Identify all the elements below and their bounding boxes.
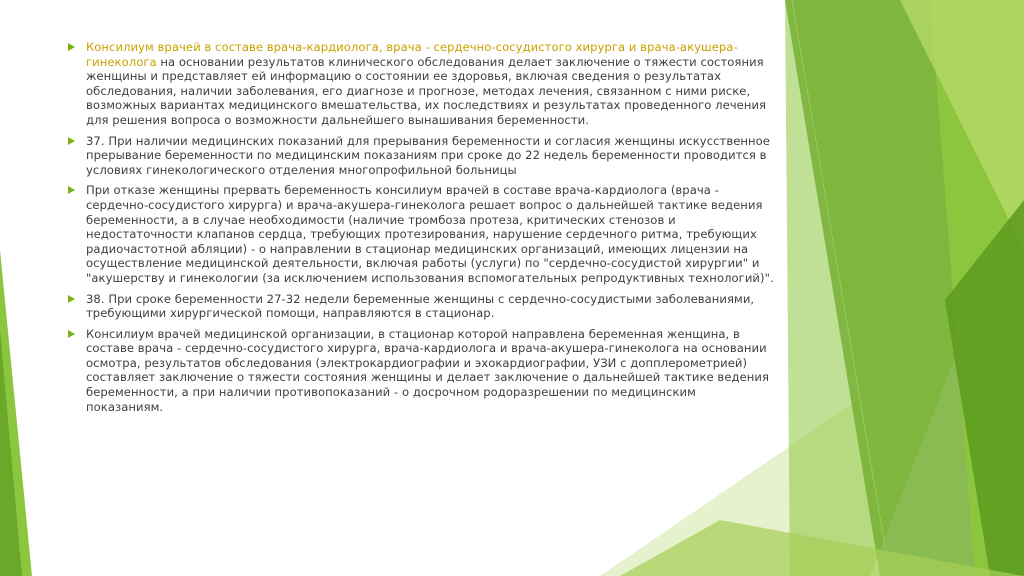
bullet-text: При отказе женщины прервать беременность консилиум врачей в составе врача-кардиолога (врача - сердечно-сосудистого хирурга) и врача-акушера-гинеколога решает вопрос о дальнейшей тактике ведения беременности, а в случае необходимости (наличие тромбоза протеза, критических стенозов и недостаточности клапанов сердца, требующих протезирования, нарушение сердечного ритма, требующих радиочастотной абляции) - о направлении в стационар медицинских организаций, имеющих лицензии на осуществление медицинской деятельности, включая работы (услуги) по "сердечно-сосудистой хирургии" и "акушерству и гинекологии (за исключением использования вспомогательных репродуктивных технологий)". <box>86 183 774 285</box>
bullet-text: 38. При сроке беременности 27-32 недели беременные женщины с сердечно-сосудистыми заболеваниями, требующими хирургической помощи, направляются в стационар. <box>86 291 755 321</box>
bullet-item-1 <box>68 40 774 128</box>
slide-content <box>68 40 774 420</box>
triangle-bullet-icon <box>68 295 75 303</box>
triangle-bullet-icon <box>68 186 75 194</box>
bullet-text: 37. При наличии медицинских показаний для прерывания беременности и согласия женщины искусственное прерывание беременности по медицинским показаниям при сроке до 22 недель беременности проводится в условиях гинекологического отделения многопрофильной больницы <box>86 133 770 177</box>
bullet-text: Консилиум врачей медицинской организации, в стационар которой направлена беременная женщина, в составе врача - сердечно-сосудистого хирурга, врача-кардиолога и врача-акушера-гинеколога на основании осмотра, результатов обследования (электрокардиографии и эхокардиографии, УЗИ с допплерометрией) составляет заключение о тяжести состояния женщины и делает заключение о дальнейшей тактике ведения беременности, а при наличии противопоказаний - о досрочном родоразрешении по медицинским показаниям. <box>86 326 769 414</box>
bullet-list <box>68 40 774 414</box>
highlighted-text: Консилиум врачей в составе врача-кардиолога, врача - сердечно-сосудистого хирурга и врача-акушера-гинеколога <box>86 40 738 69</box>
bullet-item-3 <box>68 183 774 285</box>
triangle-bullet-icon <box>68 330 75 338</box>
bullet-item-2 <box>68 134 774 178</box>
triangle-bullet-icon <box>68 137 75 145</box>
bullet-item-4 <box>68 292 774 321</box>
triangle-bullet-icon <box>68 43 75 51</box>
bullet-text: на основании результатов клинического обследования делает заключение о тяжести состояния женщины и представляет ей информацию о состоянии ее здоровья, включая сведения о результатах обследования, наличии заболевания, его диагнозе и прогнозе, методах лечения, связанном с ними риске, возможных вариантах медицинского вмешательства, их последствиях и результатах проведенного лечения для решения вопроса о возможности дальнейшего вынашивания беременности. <box>86 54 767 127</box>
bullet-item-5 <box>68 327 774 415</box>
